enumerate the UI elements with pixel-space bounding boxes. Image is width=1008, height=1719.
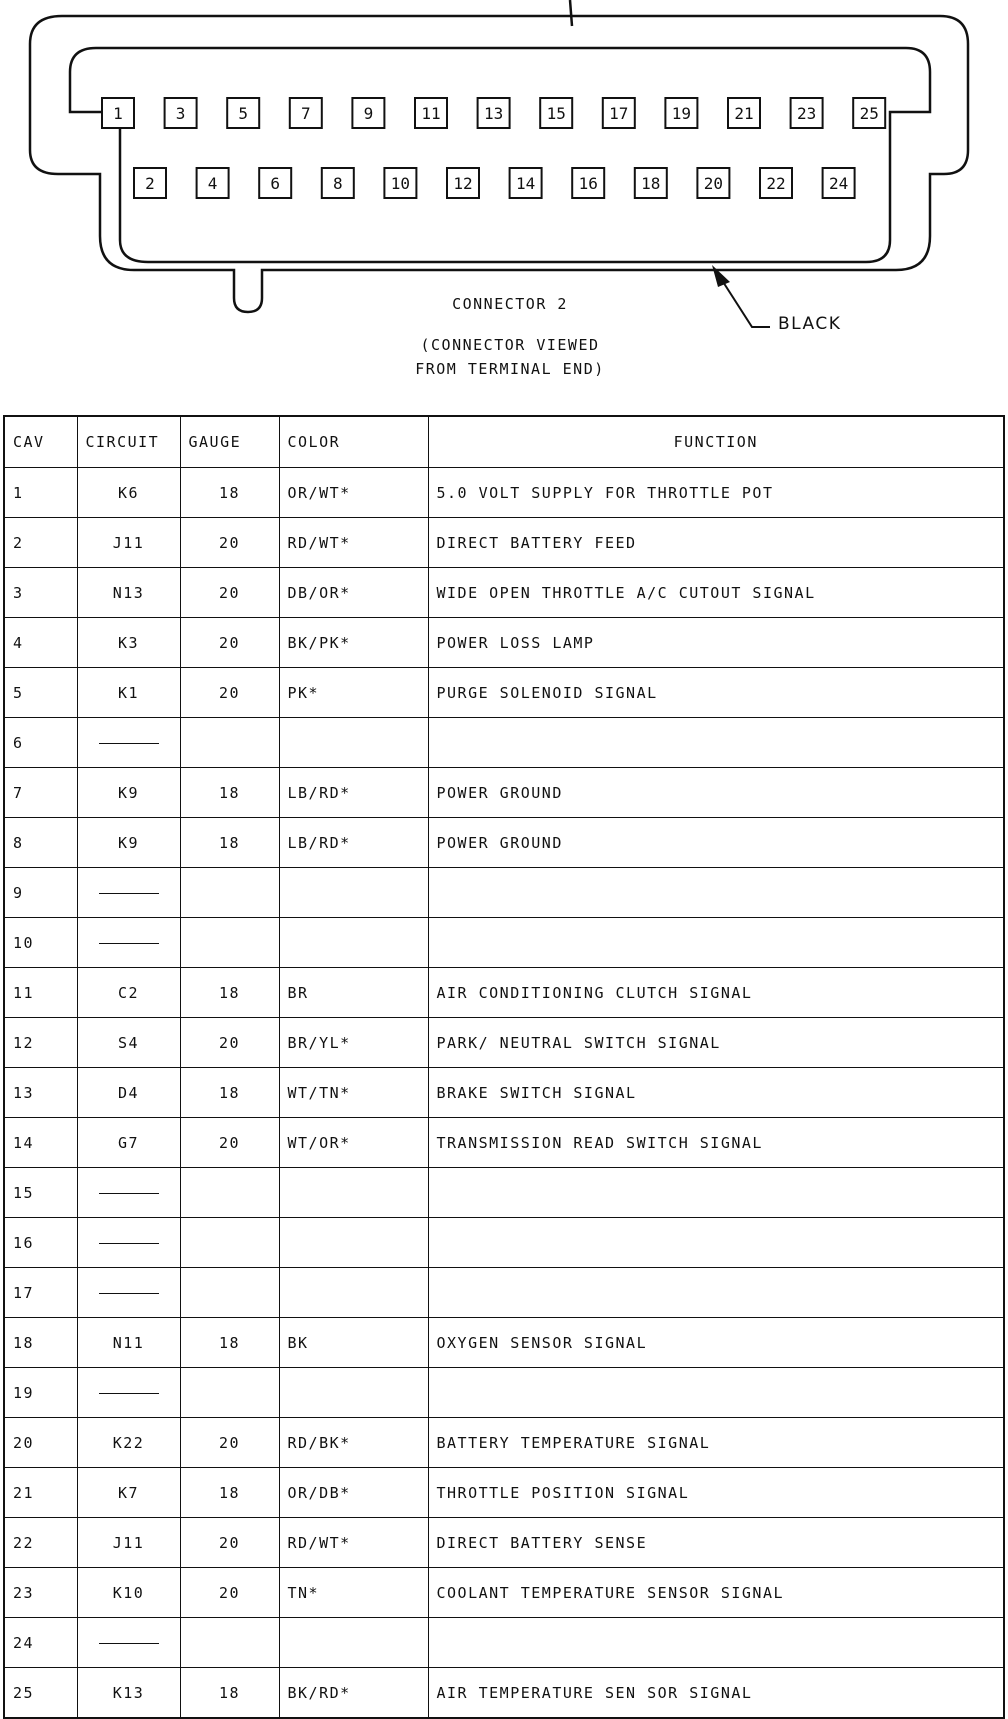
cell-circuit: K22 bbox=[77, 1418, 180, 1468]
cell-cav: 12 bbox=[4, 1018, 77, 1068]
cell-color bbox=[279, 1268, 428, 1318]
connector-subtitle-line2: FROM TERMINAL END) bbox=[415, 360, 605, 378]
pin-number: 11 bbox=[421, 104, 441, 123]
cell-circuit bbox=[77, 1368, 180, 1418]
cell-cav: 1 bbox=[4, 468, 77, 518]
connector-subtitle-line1: (CONNECTOR VIEWED bbox=[420, 336, 600, 354]
table-row bbox=[4, 1268, 1004, 1318]
cell-cav: 17 bbox=[4, 1268, 77, 1318]
pin-number: 5 bbox=[238, 104, 249, 123]
cell-circuit: S4 bbox=[77, 1018, 180, 1068]
cell-cav: 3 bbox=[4, 568, 77, 618]
cell-cav: 2 bbox=[4, 518, 77, 568]
connector-diagram bbox=[0, 0, 1008, 370]
cell-color: RD/BK* bbox=[279, 1418, 428, 1468]
connector-title: CONNECTOR 2 bbox=[452, 295, 568, 313]
empty-circuit-dash bbox=[99, 1193, 159, 1194]
table-row bbox=[4, 618, 1004, 668]
cell-circuit: K1 bbox=[77, 668, 180, 718]
cell-color: BK bbox=[279, 1318, 428, 1368]
cell-cav: 7 bbox=[4, 768, 77, 818]
cell-circuit: J11 bbox=[77, 1518, 180, 1568]
cell-gauge: 20 bbox=[180, 668, 279, 718]
table-row bbox=[4, 768, 1004, 818]
pin-number: 1 bbox=[113, 104, 123, 123]
pin-number: 23 bbox=[796, 104, 817, 123]
cell-gauge bbox=[180, 718, 279, 768]
table-row bbox=[4, 718, 1004, 768]
bottom-pin-row bbox=[134, 168, 855, 198]
pin-number: 17 bbox=[609, 104, 629, 123]
table-row bbox=[4, 1618, 1004, 1668]
cell-color: BK/RD* bbox=[279, 1668, 428, 1719]
cell-circuit bbox=[77, 918, 180, 968]
cell-gauge bbox=[180, 1218, 279, 1268]
cell-cav: 4 bbox=[4, 618, 77, 668]
cell-gauge: 20 bbox=[180, 518, 279, 568]
cell-color: OR/DB* bbox=[279, 1468, 428, 1518]
cell-color bbox=[279, 1168, 428, 1218]
cell-gauge: 20 bbox=[180, 1568, 279, 1618]
pin-number: 9 bbox=[363, 104, 374, 123]
cell-cav: 16 bbox=[4, 1218, 77, 1268]
table-row bbox=[4, 968, 1004, 1018]
pin-number: 8 bbox=[332, 174, 343, 193]
cell-color: WT/TN* bbox=[279, 1068, 428, 1118]
table-row bbox=[4, 1568, 1004, 1618]
cell-function: DIRECT BATTERY SENSE bbox=[428, 1518, 1004, 1568]
header-function: FUNCTION bbox=[428, 416, 1004, 468]
table-row bbox=[4, 468, 1004, 518]
cell-gauge: 20 bbox=[180, 568, 279, 618]
cell-function: COOLANT TEMPERATURE SENSOR SIGNAL bbox=[428, 1568, 1004, 1618]
table-row bbox=[4, 918, 1004, 968]
cell-cav: 23 bbox=[4, 1568, 77, 1618]
cell-cav: 21 bbox=[4, 1468, 77, 1518]
pin-number: 6 bbox=[270, 174, 281, 193]
pin-number: 4 bbox=[207, 174, 218, 193]
cell-color: BR/YL* bbox=[279, 1018, 428, 1068]
header-cav: CAV bbox=[4, 416, 77, 468]
cell-function: DIRECT BATTERY FEED bbox=[428, 518, 1004, 568]
cell-function: BRAKE SWITCH SIGNAL bbox=[428, 1068, 1004, 1118]
pin-number: 14 bbox=[515, 174, 536, 193]
cell-gauge: 20 bbox=[180, 1018, 279, 1068]
cell-cav: 14 bbox=[4, 1118, 77, 1168]
cell-cav: 6 bbox=[4, 718, 77, 768]
table-row bbox=[4, 1418, 1004, 1468]
cell-circuit bbox=[77, 1618, 180, 1668]
cell-color: WT/OR* bbox=[279, 1118, 428, 1168]
cell-cav: 8 bbox=[4, 818, 77, 868]
table-header-row bbox=[4, 416, 1004, 468]
cell-circuit: K13 bbox=[77, 1668, 180, 1719]
cell-gauge bbox=[180, 868, 279, 918]
cell-gauge: 18 bbox=[180, 468, 279, 518]
pin-number: 13 bbox=[483, 104, 504, 123]
cell-gauge bbox=[180, 918, 279, 968]
cell-cav: 13 bbox=[4, 1068, 77, 1118]
cell-gauge: 18 bbox=[180, 968, 279, 1018]
empty-circuit-dash bbox=[99, 1393, 159, 1394]
cell-function: POWER GROUND bbox=[428, 768, 1004, 818]
table-row bbox=[4, 1218, 1004, 1268]
cell-gauge: 18 bbox=[180, 818, 279, 868]
cell-color bbox=[279, 1218, 428, 1268]
pin-number: 15 bbox=[546, 104, 566, 123]
cell-color bbox=[279, 868, 428, 918]
cell-circuit: N13 bbox=[77, 568, 180, 618]
pin-number: 3 bbox=[175, 104, 186, 123]
cell-color bbox=[279, 718, 428, 768]
table-row bbox=[4, 1018, 1004, 1068]
cell-gauge bbox=[180, 1368, 279, 1418]
cell-function: AIR TEMPERATURE SEN SOR SIGNAL bbox=[428, 1668, 1004, 1719]
top-pin-row bbox=[102, 98, 885, 128]
cell-function bbox=[428, 1368, 1004, 1418]
cell-circuit: K3 bbox=[77, 618, 180, 668]
cell-gauge bbox=[180, 1618, 279, 1668]
cell-function bbox=[428, 918, 1004, 968]
cell-gauge: 18 bbox=[180, 768, 279, 818]
table-row bbox=[4, 518, 1004, 568]
empty-circuit-dash bbox=[99, 1643, 159, 1644]
pin-number: 10 bbox=[390, 174, 411, 193]
cell-circuit: C2 bbox=[77, 968, 180, 1018]
cell-circuit bbox=[77, 1268, 180, 1318]
cell-circuit bbox=[77, 868, 180, 918]
table-row bbox=[4, 568, 1004, 618]
cell-color: BR bbox=[279, 968, 428, 1018]
table-row bbox=[4, 668, 1004, 718]
header-circuit: CIRCUIT bbox=[77, 416, 180, 468]
table-row bbox=[4, 1368, 1004, 1418]
cell-color: RD/WT* bbox=[279, 1518, 428, 1568]
cell-gauge: 20 bbox=[180, 1118, 279, 1168]
cell-color: BK/PK* bbox=[279, 618, 428, 668]
empty-circuit-dash bbox=[99, 943, 159, 944]
cell-gauge: 18 bbox=[180, 1468, 279, 1518]
empty-circuit-dash bbox=[99, 1243, 159, 1244]
pin-number: 12 bbox=[453, 174, 473, 193]
cell-function: OXYGEN SENSOR SIGNAL bbox=[428, 1318, 1004, 1368]
cell-gauge bbox=[180, 1168, 279, 1218]
table-row bbox=[4, 868, 1004, 918]
cell-gauge: 18 bbox=[180, 1318, 279, 1368]
cell-function: AIR CONDITIONING CLUTCH SIGNAL bbox=[428, 968, 1004, 1018]
cell-function bbox=[428, 1218, 1004, 1268]
cell-function: POWER GROUND bbox=[428, 818, 1004, 868]
table-row bbox=[4, 818, 1004, 868]
cell-function bbox=[428, 868, 1004, 918]
cell-function: WIDE OPEN THROTTLE A/C CUTOUT SIGNAL bbox=[428, 568, 1004, 618]
cell-color: LB/RD* bbox=[279, 818, 428, 868]
cell-cav: 22 bbox=[4, 1518, 77, 1568]
cell-function: TRANSMISSION READ SWITCH SIGNAL bbox=[428, 1118, 1004, 1168]
cell-circuit: K9 bbox=[77, 818, 180, 868]
cell-circuit: K10 bbox=[77, 1568, 180, 1618]
cell-function: POWER LOSS LAMP bbox=[428, 618, 1004, 668]
table-row bbox=[4, 1518, 1004, 1568]
cell-function: PURGE SOLENOID SIGNAL bbox=[428, 668, 1004, 718]
cell-cav: 5 bbox=[4, 668, 77, 718]
table-row bbox=[4, 1468, 1004, 1518]
cell-function bbox=[428, 1618, 1004, 1668]
cell-cav: 20 bbox=[4, 1418, 77, 1468]
cell-color bbox=[279, 1368, 428, 1418]
cell-function bbox=[428, 1168, 1004, 1218]
cell-circuit: N11 bbox=[77, 1318, 180, 1368]
cell-function bbox=[428, 718, 1004, 768]
cell-gauge bbox=[180, 1268, 279, 1318]
cell-cav: 9 bbox=[4, 868, 77, 918]
table-row bbox=[4, 1118, 1004, 1168]
cell-cav: 19 bbox=[4, 1368, 77, 1418]
empty-circuit-dash bbox=[99, 893, 159, 894]
cell-color: TN* bbox=[279, 1568, 428, 1618]
header-gauge: GAUGE bbox=[180, 416, 279, 468]
cell-function: BATTERY TEMPERATURE SIGNAL bbox=[428, 1418, 1004, 1468]
pin-number: 20 bbox=[703, 174, 724, 193]
cell-circuit: K7 bbox=[77, 1468, 180, 1518]
cell-function bbox=[428, 1268, 1004, 1318]
table-row bbox=[4, 1068, 1004, 1118]
cell-cav: 25 bbox=[4, 1668, 77, 1719]
cell-circuit: D4 bbox=[77, 1068, 180, 1118]
cell-gauge: 20 bbox=[180, 618, 279, 668]
cell-color bbox=[279, 918, 428, 968]
cell-color: RD/WT* bbox=[279, 518, 428, 568]
cell-circuit bbox=[77, 1168, 180, 1218]
pin-function-table bbox=[3, 415, 1005, 1719]
cell-color bbox=[279, 1618, 428, 1668]
cell-circuit: J11 bbox=[77, 518, 180, 568]
cell-gauge: 18 bbox=[180, 1668, 279, 1719]
cell-gauge: 20 bbox=[180, 1518, 279, 1568]
cell-circuit bbox=[77, 718, 180, 768]
cell-function: 5.0 VOLT SUPPLY FOR THROTTLE POT bbox=[428, 468, 1004, 518]
cell-cav: 18 bbox=[4, 1318, 77, 1368]
cell-color: OR/WT* bbox=[279, 468, 428, 518]
cell-color: LB/RD* bbox=[279, 768, 428, 818]
pin-number: 2 bbox=[145, 174, 155, 193]
cell-cav: 11 bbox=[4, 968, 77, 1018]
pin-number: 21 bbox=[734, 104, 754, 123]
header-color: COLOR bbox=[279, 416, 428, 468]
cell-color: DB/OR* bbox=[279, 568, 428, 618]
cell-cav: 24 bbox=[4, 1618, 77, 1668]
pin-number: 25 bbox=[859, 104, 879, 123]
cell-circuit bbox=[77, 1218, 180, 1268]
pin-number: 16 bbox=[578, 174, 598, 193]
empty-circuit-dash bbox=[99, 1293, 159, 1294]
black-color-arrow bbox=[712, 265, 770, 327]
empty-circuit-dash bbox=[99, 743, 159, 744]
cell-circuit: K6 bbox=[77, 468, 180, 518]
table-row bbox=[4, 1668, 1004, 1719]
pin-number: 18 bbox=[641, 174, 661, 193]
cell-cav: 10 bbox=[4, 918, 77, 968]
cell-cav: 15 bbox=[4, 1168, 77, 1218]
cell-gauge: 20 bbox=[180, 1418, 279, 1468]
cell-color: PK* bbox=[279, 668, 428, 718]
pin-number: 22 bbox=[766, 174, 786, 193]
pin-number: 7 bbox=[300, 104, 311, 123]
pin-number: 19 bbox=[671, 104, 692, 123]
cell-circuit: K9 bbox=[77, 768, 180, 818]
connector-color-label: BLACK bbox=[778, 314, 842, 334]
table-row bbox=[4, 1168, 1004, 1218]
cell-circuit: G7 bbox=[77, 1118, 180, 1168]
cell-function: THROTTLE POSITION SIGNAL bbox=[428, 1468, 1004, 1518]
pin-number: 24 bbox=[828, 174, 849, 193]
connector-inner-cavity bbox=[70, 48, 930, 262]
cell-function: PARK/ NEUTRAL SWITCH SIGNAL bbox=[428, 1018, 1004, 1068]
cell-gauge: 18 bbox=[180, 1068, 279, 1118]
table-row bbox=[4, 1318, 1004, 1368]
